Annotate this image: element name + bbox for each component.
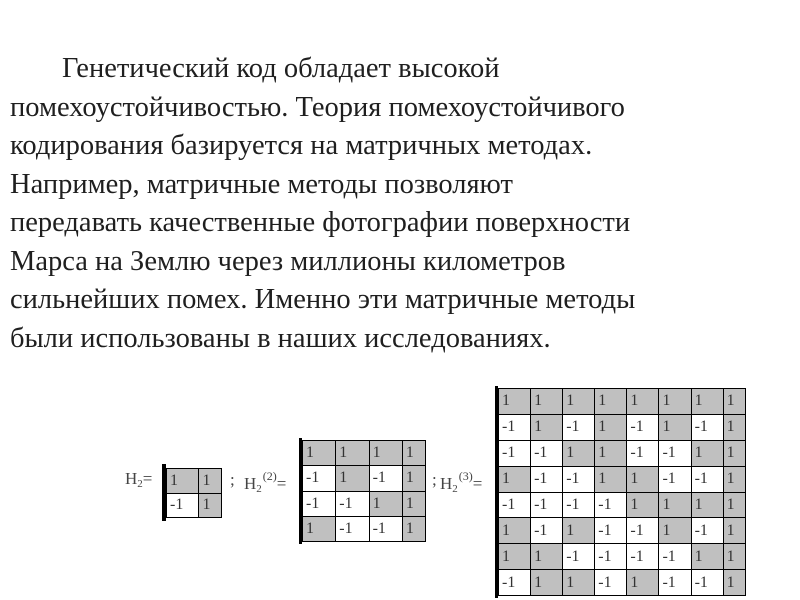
matrix-cell: -1 <box>595 570 627 596</box>
matrix-cell: -1 <box>659 440 691 466</box>
matrix-cell: 1 <box>563 518 595 544</box>
matrix-cell: -1 <box>659 466 691 492</box>
matrix-cell: 1 <box>595 466 627 492</box>
matrix-cell: 1 <box>723 414 745 440</box>
matrix-row <box>499 544 746 570</box>
matrix-h2-3 <box>498 388 746 596</box>
matrix-cell: 1 <box>659 389 691 415</box>
matrix-cell: 1 <box>499 389 531 415</box>
matrix-cell: 1 <box>531 544 563 570</box>
h2-label <box>125 469 152 490</box>
matrix-cell: -1 <box>336 516 369 541</box>
matrix-cell: -1 <box>531 466 563 492</box>
h2-2-label-base: H <box>244 474 257 493</box>
paragraph-line: Марса на Землю через миллионы километров <box>10 245 566 277</box>
matrix-cell: 1 <box>402 441 425 466</box>
matrix-cell: 1 <box>723 440 745 466</box>
matrix-cell: -1 <box>336 491 369 516</box>
matrix-cell: 1 <box>691 440 723 466</box>
h2-3-label-base: H <box>440 474 453 493</box>
matrix-cell: 1 <box>723 518 745 544</box>
paragraph-line: были использованы в наших исследованиях. <box>10 322 551 354</box>
matrix-cell: 1 <box>563 389 595 415</box>
matrix-row <box>499 466 746 492</box>
matrix-cell: -1 <box>369 516 402 541</box>
matrix-cell: 1 <box>659 414 691 440</box>
matrix-cell: 1 <box>499 518 531 544</box>
matrix-cell: 1 <box>723 466 745 492</box>
matrix-cell: -1 <box>531 518 563 544</box>
h2-label-base: H <box>125 469 138 488</box>
matrix-cell: -1 <box>167 493 199 518</box>
matrix-cell: 1 <box>499 544 531 570</box>
matrix-cell: -1 <box>691 414 723 440</box>
matrix-cell: 1 <box>336 441 369 466</box>
matrix-cell: -1 <box>627 414 659 440</box>
matrix-cell: -1 <box>499 570 531 596</box>
matrix-cell: 1 <box>627 492 659 518</box>
matrix-cell: 1 <box>723 544 745 570</box>
matrix-cell: -1 <box>499 440 531 466</box>
matrix-cell: -1 <box>563 414 595 440</box>
matrix-row <box>499 440 746 466</box>
paragraph-line: Генетический код обладает высокой <box>62 53 500 84</box>
matrix-cell: -1 <box>563 466 595 492</box>
matrix-cell: -1 <box>691 466 723 492</box>
h2-3-label-equals: = <box>472 474 483 493</box>
matrix-row <box>499 389 746 415</box>
matrix-cell: -1 <box>563 544 595 570</box>
separator: ; <box>230 470 235 489</box>
matrix-cell: 1 <box>659 518 691 544</box>
matrix-cell: 1 <box>199 493 222 518</box>
matrix-cell: 1 <box>659 492 691 518</box>
matrix-cell: 1 <box>402 516 425 541</box>
matrix-cell: -1 <box>627 440 659 466</box>
matrix-cell: -1 <box>659 570 691 596</box>
matrix-cell: -1 <box>595 544 627 570</box>
matrix-cell: -1 <box>563 492 595 518</box>
matrix-cell: -1 <box>595 518 627 544</box>
matrix-cell: 1 <box>199 469 222 494</box>
matrix-cell: 1 <box>499 466 531 492</box>
matrix-cell: 1 <box>691 389 723 415</box>
matrix-cell: 1 <box>595 389 627 415</box>
matrix-row <box>303 441 426 466</box>
matrix-cell: 1 <box>691 544 723 570</box>
matrix-cell: 1 <box>369 441 402 466</box>
matrix-h2 <box>166 468 222 518</box>
matrix-cell: 1 <box>723 492 745 518</box>
matrix-row <box>499 518 746 544</box>
matrix-cell: 1 <box>303 441 336 466</box>
matrix-cell: -1 <box>691 570 723 596</box>
paragraph-line: сильнейших помех. Именно эти матричные методы <box>10 284 636 315</box>
matrix-cell: -1 <box>595 492 627 518</box>
matrix-cell: 1 <box>402 491 425 516</box>
matrix-row <box>499 570 746 596</box>
matrix-cell: 1 <box>627 570 659 596</box>
matrix-cell: 1 <box>627 466 659 492</box>
h2-3-label-superscript: (3) <box>458 469 473 483</box>
matrix-cell: 1 <box>563 570 595 596</box>
matrix-cell: -1 <box>499 414 531 440</box>
matrix-cell: -1 <box>499 492 531 518</box>
h2-label-equals: = <box>142 469 153 488</box>
matrix-cell: -1 <box>531 492 563 518</box>
paragraph <box>10 50 795 358</box>
matrix-cell: -1 <box>303 491 336 516</box>
paragraph-line: Например, матричные методы позволяют <box>10 168 513 200</box>
matrix-cell: 1 <box>595 414 627 440</box>
paragraph-line: помехоустойчивостью. Теория помехоустойчивого <box>10 91 625 123</box>
paragraph-line: кодирования базируется на матричных методах. <box>10 130 593 161</box>
matrix-row <box>499 492 746 518</box>
matrix-cell: -1 <box>627 544 659 570</box>
matrix-cell: 1 <box>531 389 563 415</box>
matrix-h2-2 <box>302 440 426 542</box>
h2-3-label <box>440 469 482 495</box>
matrix-cell: -1 <box>303 466 336 491</box>
separator: ; <box>432 470 437 489</box>
matrix-cell: 1 <box>369 491 402 516</box>
matrix-cell: 1 <box>402 466 425 491</box>
matrix-cell: 1 <box>723 570 745 596</box>
matrix-cell: 1 <box>167 469 199 494</box>
matrix-cell: -1 <box>691 518 723 544</box>
h2-2-label-superscript: (2) <box>262 469 277 483</box>
h2-2-label <box>244 469 286 495</box>
h2-3-label-subscript: 2 <box>452 483 458 495</box>
matrix-cell: 1 <box>563 440 595 466</box>
h2-label-subscript: 2 <box>137 478 143 490</box>
paragraph-line: передавать качественные фотографии поверхности <box>10 207 631 238</box>
matrix-cell: 1 <box>336 466 369 491</box>
matrix-row <box>167 493 222 518</box>
h2-2-label-subscript: 2 <box>256 483 262 495</box>
matrix-cell: 1 <box>531 414 563 440</box>
matrix-cell: -1 <box>659 544 691 570</box>
matrix-cell: 1 <box>531 570 563 596</box>
matrix-cell: 1 <box>303 516 336 541</box>
matrix-row <box>303 466 426 491</box>
matrix-row <box>303 491 426 516</box>
matrix-row <box>167 469 222 494</box>
matrix-row <box>499 414 746 440</box>
matrix-cell: 1 <box>627 389 659 415</box>
matrix-cell: -1 <box>531 440 563 466</box>
h2-2-label-equals: = <box>276 474 287 493</box>
matrix-cell: 1 <box>691 492 723 518</box>
matrix-cell: -1 <box>369 466 402 491</box>
matrix-cell: 1 <box>595 440 627 466</box>
matrix-cell: -1 <box>627 518 659 544</box>
matrix-cell: 1 <box>723 389 745 415</box>
matrix-row <box>303 516 426 541</box>
